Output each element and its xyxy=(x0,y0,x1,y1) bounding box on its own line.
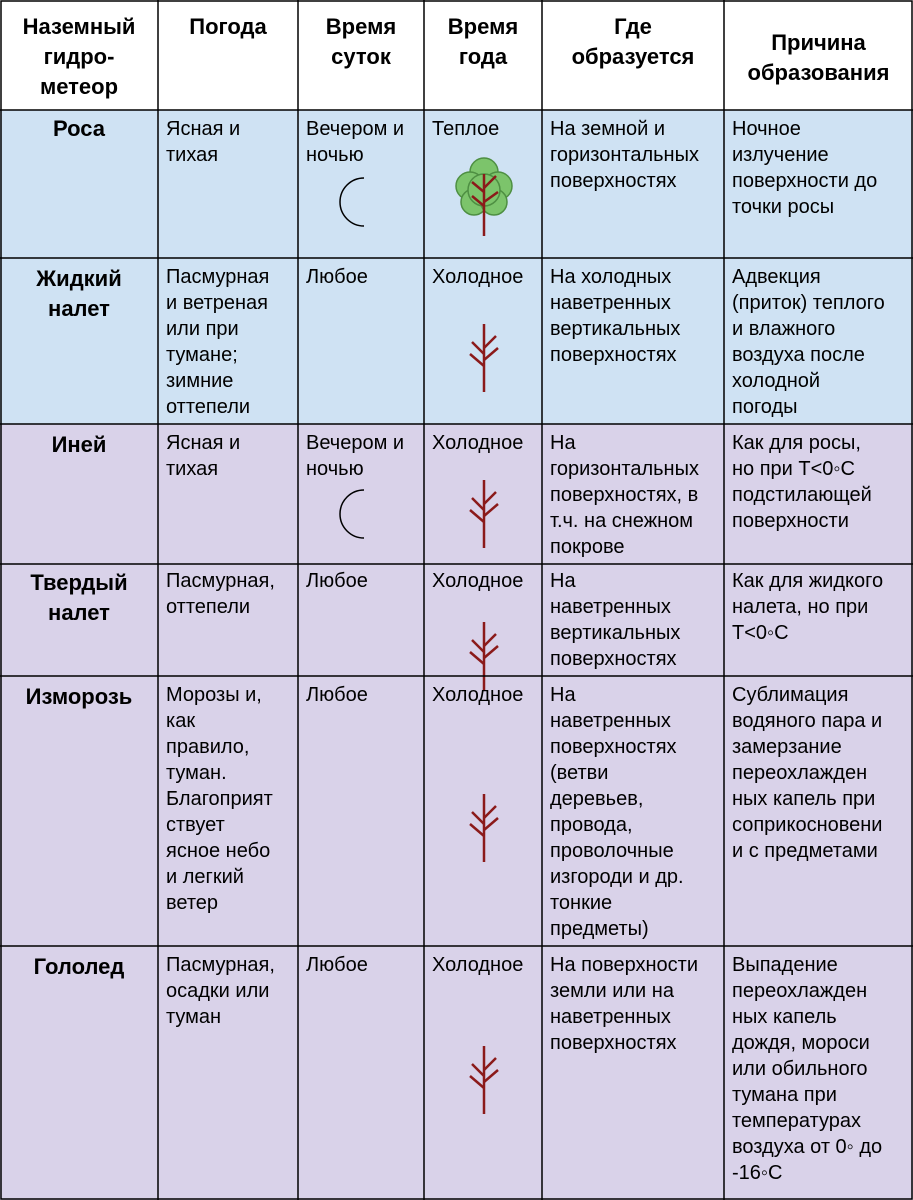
row-where-liquid-deposit: На холодных наветренных вертикальных поверхностях xyxy=(550,266,681,366)
row-time-dew: Вечером и ночью xyxy=(306,118,405,166)
row-time-hoarfrost: Вечером и ночью xyxy=(306,432,405,480)
row-season-liquid-deposit: Холодное xyxy=(432,266,524,288)
row-time-rime: Любое xyxy=(306,684,368,706)
row-weather-glaze: Пасмурная, осадки или туман xyxy=(166,954,275,1028)
row-name-solid-deposit: Твердый налет xyxy=(30,570,128,625)
row-name-glaze: Гололед xyxy=(33,954,125,979)
header-cause: Причина образования xyxy=(747,30,890,85)
row-weather-solid-deposit: Пасмурная, оттепели xyxy=(166,570,275,618)
header-where: Где образуется xyxy=(571,14,695,69)
row-name-rime: Изморозь xyxy=(25,684,133,709)
row-cause-hoarfrost: Как для росы, но при T<0◦C подстилающей поверхности xyxy=(732,432,872,532)
header-weather: Погода xyxy=(189,14,267,39)
row-cause-dew: Ночное излучение поверхности до точки росы xyxy=(732,118,878,218)
row-where-dew: На земной и горизонтальных поверхностях xyxy=(550,118,699,192)
row-cause-liquid-deposit: Адвекция (приток) теплого и влажного воздуха после холодной погоды xyxy=(732,266,885,418)
row-season-solid-deposit: Холодное xyxy=(432,570,524,592)
row-weather-hoarfrost: Ясная и тихая xyxy=(166,432,241,480)
row-weather-rime: Морозы и, как правило, туман. Благоприят ствует ясное небо и легкий ветер xyxy=(166,684,273,914)
row-weather-liquid-deposit: Пасмурная и ветреная или при тумане; зимние оттепели xyxy=(166,266,270,418)
row-where-glaze: На поверхности земли или на наветренных поверхностях xyxy=(550,954,698,1054)
header-season: Время года xyxy=(447,14,519,69)
header-hydrometeor: Наземный гидро- метеор xyxy=(22,14,136,99)
row-time-liquid-deposit: Любое xyxy=(306,266,368,288)
row-cause-solid-deposit: Как для жидкого налета, но при T<0◦C xyxy=(732,570,884,644)
row-cause-glaze: Выпадение переохлажден ных капель дождя, мороси или обильного тумана при температурах воздуха от 0◦ до -16◦C xyxy=(732,954,883,1184)
row-weather-dew: Ясная и тихая xyxy=(166,118,241,166)
row-name-hoarfrost: Иней xyxy=(51,432,107,457)
row-time-solid-deposit: Любое xyxy=(306,570,368,592)
row-where-solid-deposit: На наветренных вертикальных поверхностях xyxy=(550,570,681,670)
row-where-rime: На наветренных поверхностях (ветви деревьев, провода, проволочные изгороди и др. тонкие предметы) xyxy=(550,684,684,940)
row-where-hoarfrost: На горизонтальных поверхностях, в т.ч. на снежном покрове xyxy=(550,432,699,558)
header-time-of-day: Время суток xyxy=(325,14,397,69)
row-season-glaze: Холодное xyxy=(432,954,524,976)
row-season-hoarfrost: Холодное xyxy=(432,432,524,454)
row-time-glaze: Любое xyxy=(306,954,368,976)
row-name-dew: Роса xyxy=(52,116,105,141)
row-season-rime: Холодное xyxy=(432,684,524,706)
row-name-liquid-deposit: Жидкий налет xyxy=(36,266,122,321)
row-season-dew: Теплое xyxy=(432,118,500,140)
row-cause-rime: Сублимация водяного пара и замерзание переохлажден ных капель при соприкосновени и с предметами xyxy=(732,684,883,862)
